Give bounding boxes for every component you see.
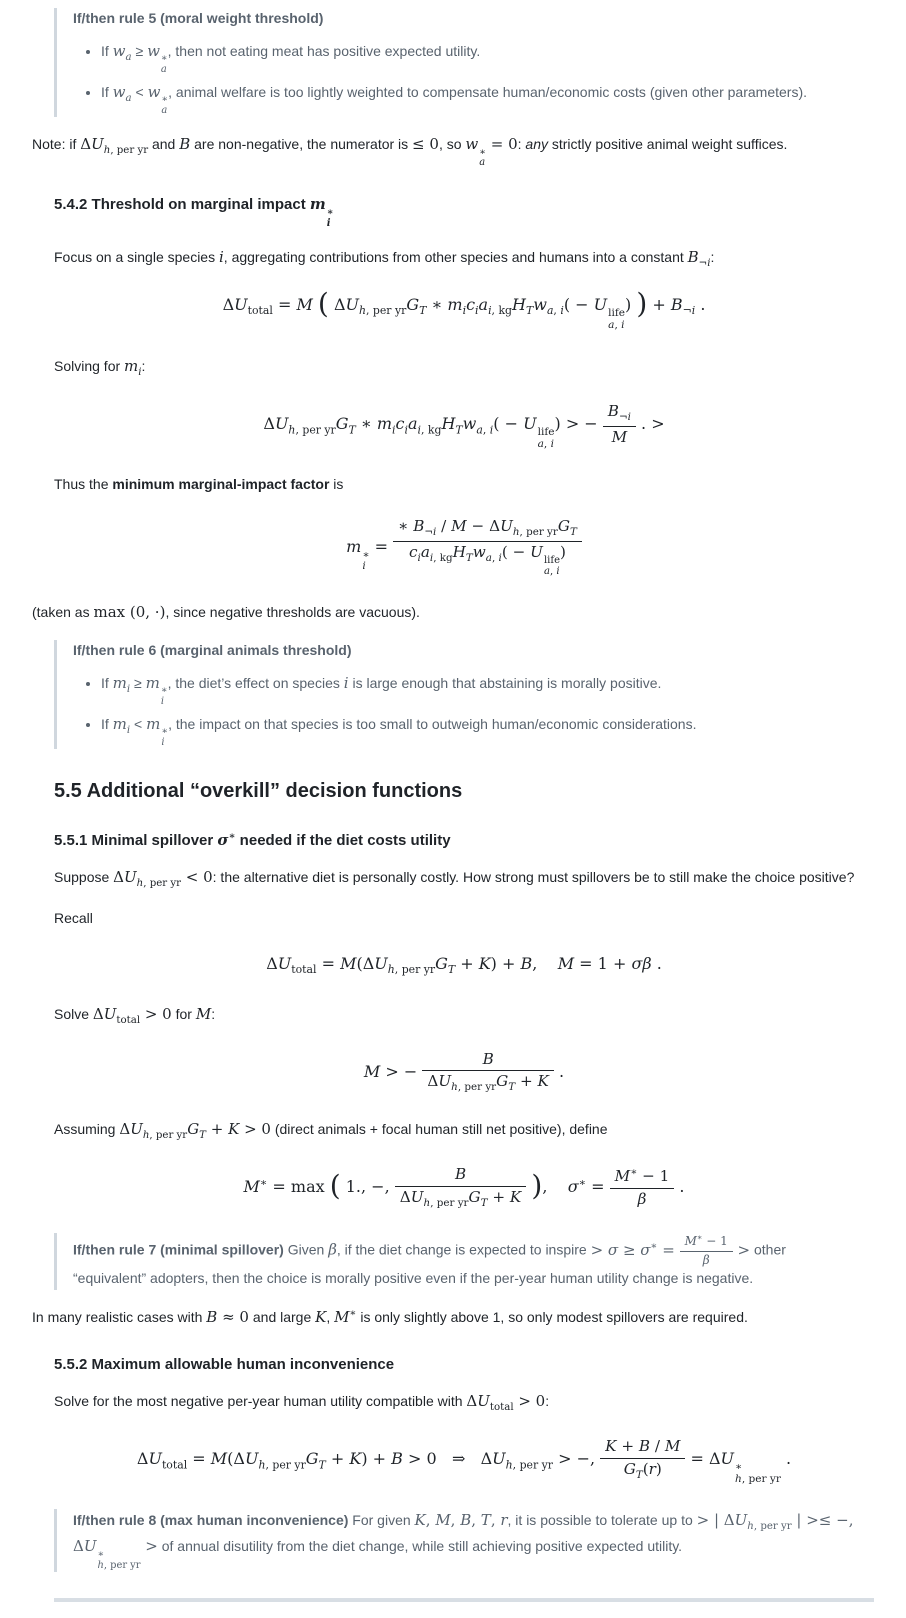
heading-5-5-2: 5.5.2 Maximum allowable human inconvenience [54, 1355, 395, 1373]
rule5-bullet-2: • If $w_a < w$ ∗ a , animal welfare is too lightly weighted to compensate human/economic costs (given other parameters). [101, 81, 858, 117]
equation-solve-mi-inequality: $\Delta U_{h, per yr}G_T$ ∗ $m_ic_ia_{i, kg}H_Tw_{a, i}( - U$ life a, i ) > − $\frac{B_{\neg i}}{M}$ . > [263, 402, 665, 450]
equation-delta-u-total-species: $\Delta U_{total} = M$ ( $\Delta U_{h, per yr}G_T$ ∗ $m_ic_ia_{i, kg}H_Tw_{a, i}( - U$ life a, i ) ) + $B_{\neg i}$ . [222, 287, 706, 331]
rule6-bullet-1: • If $m_i \ge m$ ∗ i , the diet’s effect on species i is large enough that abstaining is morally positive. [101, 672, 858, 708]
thus-paragraph: Thus the minimum marginal-impact factor is [54, 476, 344, 493]
rule5-bullet-1: • If $w_a \ge w$ ∗ a , then not eating meat has positive expected utility. [101, 40, 858, 76]
equation-m-bound: M > − $\frac{B}{\Delta U_{h, per yr}G_T + K}$ . [363, 1049, 565, 1094]
section-divider [54, 1598, 874, 1602]
rule7-text: If/then rule 7 (minimal spillover) Given β, if the diet change is expected to inspire > σ ≥ σ∗ = $\frac{M^∗ - 1}{\beta}$ > other “equivalent” adopters, then the choice is morally positive even if the per-year human utility change is negative. [73, 1232, 786, 1287]
rule5-title: If/then rule 5 (moral weight threshold) [73, 10, 324, 26]
assuming-paragraph: Assuming $\Delta U_{h, per yr}G_T + K > 0$ (direct animals + focal human still net positive), define [54, 1120, 608, 1142]
heading-5-4-2: 5.4.2 Threshold on marginal impact m ∗ i [54, 195, 334, 229]
equation-recall-total: $\Delta U_{total} = M(\Delta U_{h, per yr}G_T + K) + B$, M = 1 + σβ . [266, 953, 662, 977]
taken-as-paragraph: (taken as max (0, ·), since negative thresholds are vacuous). [32, 602, 420, 621]
equation-m-star-sigma-star: M∗ = max ( 1., −, $\frac{B}{\Delta U_{h, per yr}G_T + K}$ ), σ∗ = $\frac{M^∗ - 1}{\beta}$ . [243, 1165, 685, 1209]
solve-most-negative-paragraph: Solve for the most negative per-year human utility compatible with $\Delta U_{total} > 0$: [54, 1392, 550, 1414]
equation-du-h-bound: $\Delta U_{total} = M(\Delta U_{h, per yr}G_T + K) + B > 0$ ⇒ $\Delta U_{h, per yr}$ > −, $\frac{K + B / M}{G_T(r)}$ = ΔU ∗ h, per yr . [136, 1437, 792, 1485]
equation-mi-star: m ∗ i = ∗ $B_{\neg i} / M - \Delta U_{h, per yr}G_T$ $c_ia_{i, kg}H_Tw_{a, i}( - U$ life a, i ) [54, 518, 874, 577]
solving-paragraph: Solving for $m_i$: [54, 357, 146, 379]
rule5-blockquote [54, 8, 874, 117]
solve-for-m-paragraph: Solve $\Delta U_{total} > 0$ for M: [54, 1005, 216, 1027]
rule6-bullet-list [73, 672, 858, 749]
suppose-paragraph: Suppose $\Delta U_{h, per yr} < 0$: the alternative diet is personally costly. How strong must spillovers be to still make the choice positive? [54, 868, 855, 890]
rule7-blockquote [54, 1233, 874, 1289]
rule6-blockquote [54, 640, 874, 749]
recall-paragraph: Recall [54, 910, 93, 927]
note-paragraph: Note: if $\Delta U_{h, per yr}$ and B are non-negative, the numerator is ≤ 0, so w ∗ a = 0: any strictly positive animal weight suffices. [32, 135, 788, 169]
realistic-cases-paragraph: In many realistic cases with B ≈ 0 and large K, M∗ is only slightly above 1, so only modest spillovers are required. [32, 1307, 748, 1326]
rule6-title: If/then rule 6 (marginal animals threshold) [73, 641, 352, 658]
rule6-bullet-2: • If $m_i < m$ ∗ i , the impact on that species is too small to outweigh human/economic considerations. [101, 713, 858, 749]
heading-5-5: 5.5 Additional “overkill” decision functions [54, 779, 463, 802]
rule5-bullet-list [73, 40, 858, 117]
rule8-blockquote [54, 1509, 874, 1571]
rule8-text: If/then rule 8 (max human inconvenience) For given K, M, B, T, r, it is possible to tolerate up to > | $\Delta U_{h, per yr}$ | >≤ −, ΔU ∗ h, per yr > of annual disutility from the diet change, while still achieving positive expected utility. [73, 1511, 854, 1571]
heading-5-5-1: 5.5.1 Minimal spillover σ∗ needed if the diet costs utility [54, 829, 451, 849]
focus-paragraph: Focus on a single species i, aggregating contributions from other species and humans into a constant $B_{\neg i}$: [54, 247, 715, 269]
